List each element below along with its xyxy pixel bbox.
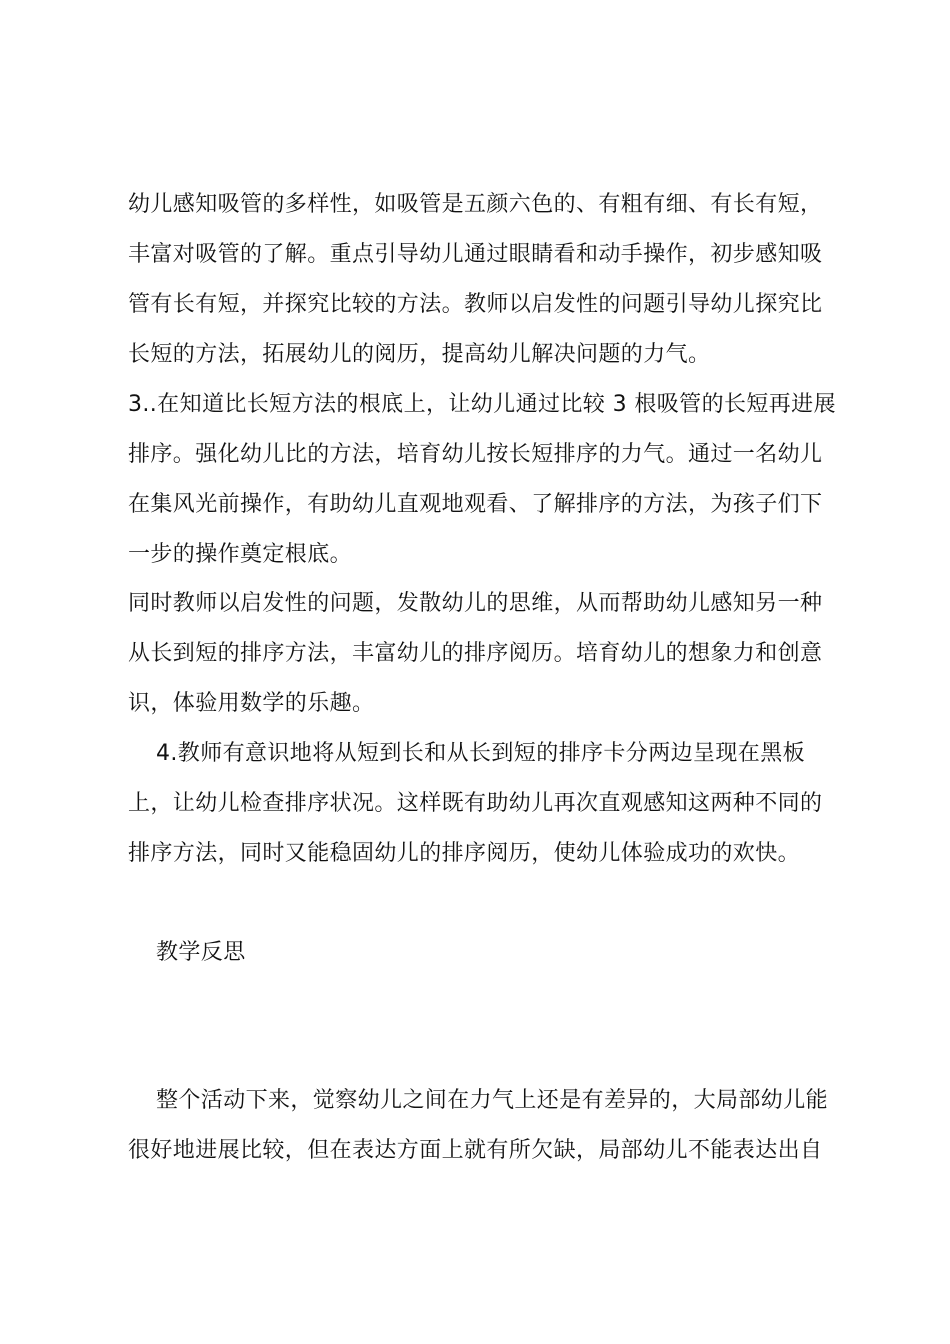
text-line: 同时教师以启发性的问题，发散幼儿的思维，从而帮助幼儿感知另一种 [128,591,823,616]
text-line: 整个活动下来，觉察幼儿之间在力气上还是有差异的，大局部幼儿能 [156,1088,829,1113]
text-line: 丰富对吸管的了解。重点引导幼儿通过眼睛看和动手操作，初步感知吸 [128,242,823,267]
text-line: 幼儿感知吸管的多样性，如吸管是五颜六色的、有粗有细、有长有短， [128,192,823,217]
text-line: 一步的操作奠定根底。 [128,542,353,567]
text-line: 长短的方法，拓展幼儿的阅历，提高幼儿解决问题的力气。 [128,342,711,367]
text-line: 很好地进展比较，但在表达方面上就有所欠缺，局部幼儿不能表达出自 [128,1138,823,1163]
text-line: 管有长有短，并探究比较的方法。教师以启发性的问题引导幼儿探究比 [128,292,823,317]
section-heading: 教学反思 [156,940,246,965]
text-line: 上，让幼儿检查排序状况。这样既有助幼儿再次直观感知这两种不同的 [128,791,823,816]
text-line: 排序。强化幼儿比的方法，培育幼儿按长短排序的力气。通过一名幼儿 [128,442,823,467]
text-line: 排序方法，同时又能稳固幼儿的排序阅历，使幼儿体验成功的欢快。 [128,841,801,866]
text-line: 在集风光前操作，有助幼儿直观地观看、了解排序的方法，为孩子们下 [128,492,823,517]
text-line: 从长到短的排序方法，丰富幼儿的排序阅历。培育幼儿的想象力和创意 [128,641,823,666]
text-line: 识，体验用数学的乐趣。 [128,691,375,716]
text-line: 3..在知道比长短方法的根底上，让幼儿通过比较 3 根吸管的长短再进展 [128,392,836,417]
text-line: 4.教师有意识地将从短到长和从长到短的排序卡分两边呈现在黑板 [156,741,805,766]
